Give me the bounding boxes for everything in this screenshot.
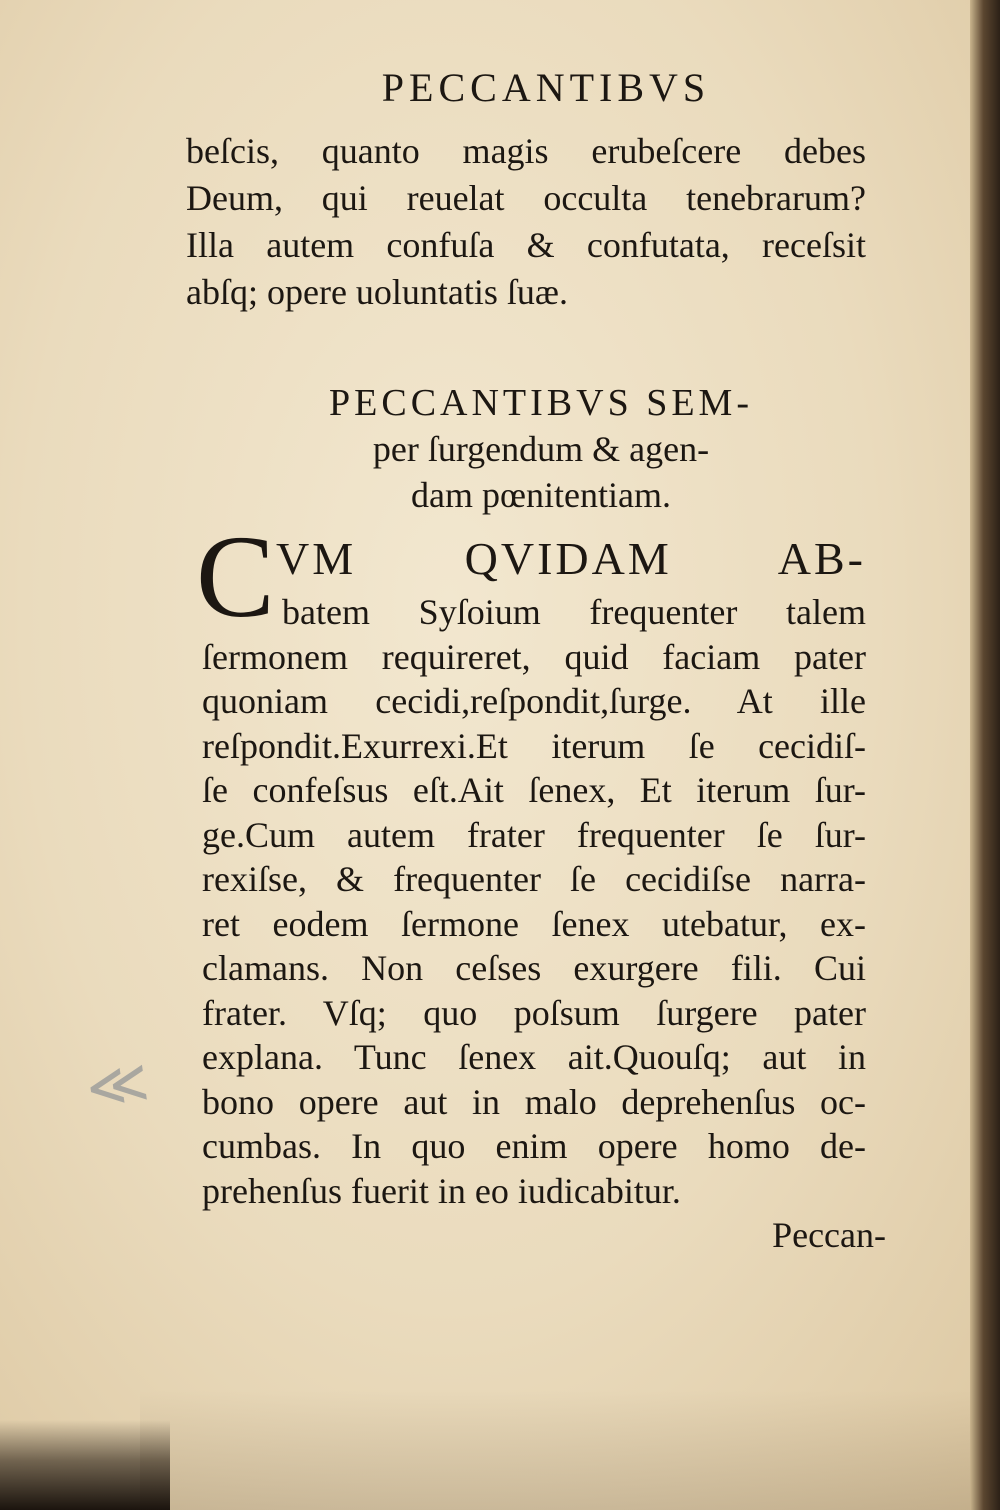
running-head: PECCANTIBVS (381, 65, 711, 110)
text-line: beſcis, quanto magis erubeſcere debes (186, 131, 866, 171)
text-line: abſq; opere uoluntatis ſuæ. (186, 272, 568, 312)
heading-line: per ſurgendum & agen- (372, 429, 710, 469)
text-line: rexiſse, & frequenter ſe cecidiſse narra- (202, 859, 866, 899)
heading-line: PECCANTIBVS SEM- (329, 382, 753, 424)
text-line: ſermonem requireret, quid faciam pater (202, 636, 866, 677)
text-line: explana. Tunc ſenex ait.Quouſq; aut in (202, 1037, 866, 1077)
text-line: clamans. Non ceſses exurgere fili. Cui (202, 948, 866, 988)
text-line: Deum, qui reuelat occulta tenebrarum? (186, 178, 866, 218)
text-line: Illa autem confuſa & confutata, receſsit (186, 225, 866, 265)
top-paragraph (186, 128, 866, 316)
text-line: cumbas. In quo enim opere homo de- (202, 1126, 866, 1166)
body-paragraph (186, 511, 866, 1213)
text-line: batem Syſoium frequenter talem (282, 592, 866, 632)
opening-line: VM QVIDAM AB- (276, 533, 866, 584)
text-line: ſe confeſsus eſt.Ait ſenex, Et iterum ſur- (202, 770, 866, 810)
page-gutter (970, 0, 1000, 1510)
catchword: Peccan- (772, 1215, 886, 1255)
binding-shadow (0, 1420, 170, 1510)
section-heading (186, 380, 866, 518)
margin-pencil-mark: ≪ (81, 1045, 154, 1125)
text-line: bono opere aut in malo deprehenſus oc- (202, 1081, 866, 1122)
text-line: prehenſus fuerit in eo iudicabitur. (202, 1170, 681, 1211)
text-line: frater. Vſq; quo poſsum ſurgere pater (202, 992, 866, 1033)
text-line: ge.Cum autem frater frequenter ſe ſur- (202, 814, 866, 855)
heading-line: dam pœnitentiam. (411, 475, 671, 515)
text-line: quoniam cecidi,reſpondit,ſurge. At ille (202, 681, 866, 721)
page-stain (140, 1390, 1000, 1510)
initial-letter: C (196, 511, 275, 642)
text-line: ret eodem ſermone ſenex utebatur, ex- (202, 903, 866, 944)
page-text (186, 60, 886, 1257)
text-line: reſpondit.Exurrexi.Et iterum ſe cecidiſ- (202, 725, 866, 766)
